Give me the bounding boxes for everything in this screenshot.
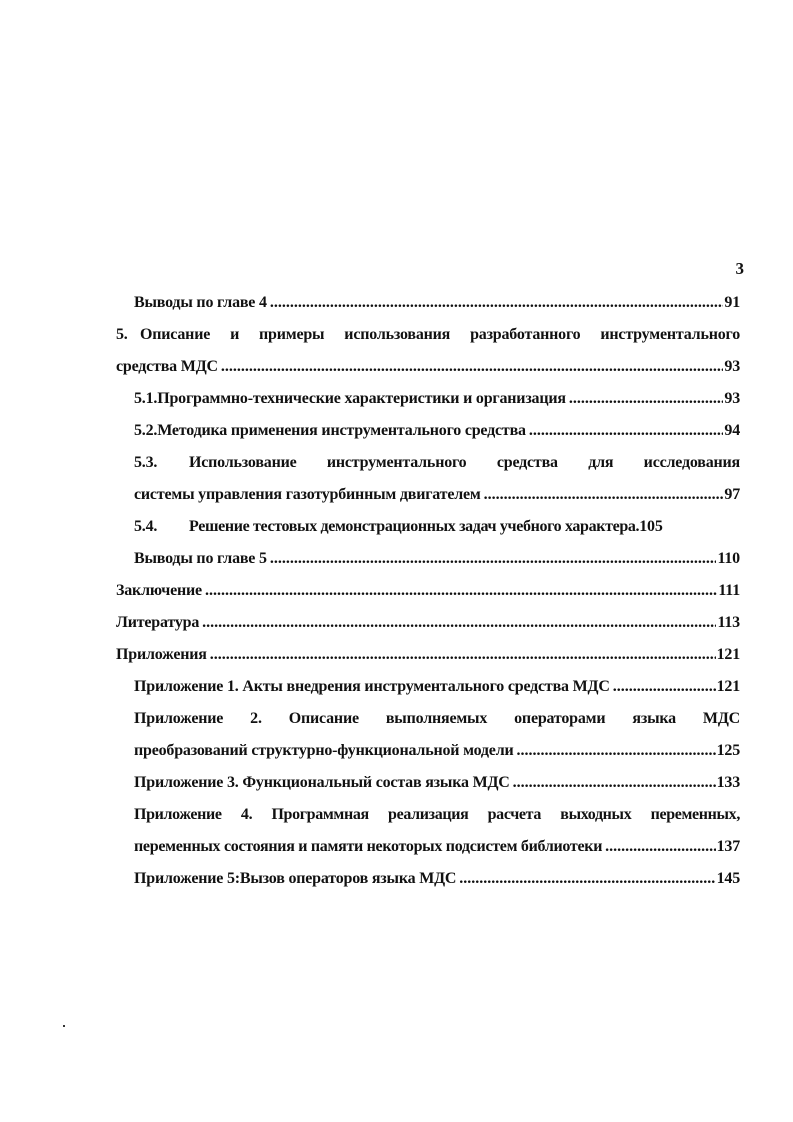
toc-entry-section-5-2 xyxy=(134,420,740,442)
toc-entry-appendix-2-cont xyxy=(134,740,740,762)
dot-leader xyxy=(210,644,716,666)
toc-entry-appendix-2 xyxy=(134,708,740,730)
toc-entry-title: Использование инструментального средства для исследования xyxy=(189,454,740,471)
toc-entry-page: 137 xyxy=(716,838,740,855)
dot-leader xyxy=(205,580,717,602)
toc-entry-page: 91 xyxy=(724,294,740,311)
toc-entry-title: средства МДС xyxy=(116,358,218,375)
scan-speck xyxy=(63,1025,65,1027)
dot-leader xyxy=(270,548,717,570)
toc-entry-label: 5.2. xyxy=(134,422,158,439)
dot-leader xyxy=(459,868,715,890)
toc-entry-page: 121 xyxy=(716,678,740,695)
dot-leader xyxy=(202,612,716,634)
toc-entry-page: 110 xyxy=(717,550,740,567)
toc-entry-page: 111 xyxy=(718,582,740,599)
dot-leader xyxy=(605,836,715,858)
dot-leader xyxy=(513,772,716,794)
toc-entry-page: 113 xyxy=(717,614,740,631)
toc-entry-page: 93 xyxy=(724,358,740,375)
toc-entry-title: Выводы по главе 5 xyxy=(134,550,267,567)
toc-entry-section-5-1 xyxy=(134,388,740,410)
toc-entry-chapter-5-cont xyxy=(116,356,740,378)
toc-entry-label: 5.4. xyxy=(134,518,158,535)
toc-entry-title: Приложения xyxy=(116,646,207,663)
toc-entry-title: Приложение 3. Функциональный состав языка МДС xyxy=(134,774,510,791)
dot-leader xyxy=(270,292,724,314)
dot-leader xyxy=(613,676,716,698)
toc-entry-title: Решение тестовых демонстрационных задач учебного характера. xyxy=(189,518,640,535)
dot-leader xyxy=(529,420,724,442)
toc-entry-conclusion xyxy=(116,580,740,602)
toc-entry-appendices xyxy=(116,644,740,666)
toc-entry-appendix-3 xyxy=(134,772,740,794)
toc-entry-page: 97 xyxy=(724,486,740,503)
toc-entry-page: 93 xyxy=(724,390,740,407)
toc-entry-section-5-3 xyxy=(134,452,740,474)
dot-leader xyxy=(221,356,724,378)
toc-entry-title: Литература xyxy=(116,614,200,631)
toc-entry-title: Приложение 2. Описание выполняемых операторами языка МДС xyxy=(134,710,740,727)
toc-entry-label: 5.3. xyxy=(134,454,158,471)
toc-entry-page: 94 xyxy=(724,422,740,439)
toc-entry-conclusions-ch4 xyxy=(134,292,740,314)
page-number: 3 xyxy=(735,259,744,278)
dot-leader xyxy=(517,740,716,762)
toc-entry-appendix-4-cont xyxy=(134,836,740,858)
toc-entry-appendix-4 xyxy=(134,804,740,826)
toc-entry-label: 5. xyxy=(116,326,128,343)
toc-entry-chapter-5 xyxy=(116,324,740,346)
dot-leader xyxy=(569,388,724,410)
toc-entry-title: Приложение 1. Акты внедрения инструментального средства МДС xyxy=(134,678,610,695)
toc-entry-title: Описание и примеры использования разработанного инструментального xyxy=(140,326,740,343)
toc-entry-section-5-4 xyxy=(134,516,740,538)
toc-entry-conclusions-ch5 xyxy=(134,548,740,570)
toc-entry-page: 125 xyxy=(716,742,740,759)
toc-entry-page: 133 xyxy=(716,774,740,791)
toc-entry-title: Методика применения инструментального средства xyxy=(157,422,526,439)
toc-entry-appendix-5 xyxy=(134,868,740,890)
toc-entry-literature xyxy=(116,612,740,634)
toc-entry-page: 105 xyxy=(639,518,663,535)
toc-entry-title: системы управления газотурбинным двигателем xyxy=(134,486,481,503)
toc-entry-title: преобразований структурно-функциональной модели xyxy=(134,742,514,759)
toc-entry-title: Заключение xyxy=(116,582,202,599)
toc-entry-label: 5.1. xyxy=(134,390,158,407)
toc-entry-section-5-3-cont xyxy=(134,484,740,506)
toc-entry-title: Выводы по главе 4 xyxy=(134,294,267,311)
toc-entry-page: 145 xyxy=(716,870,740,887)
toc-entry-title: Приложение 4. Программная реализация расчета выходных переменных, xyxy=(134,806,740,823)
toc-entry-title: переменных состояния и памяти некоторых подсистем библиотеки xyxy=(134,838,603,855)
toc-entry-appendix-1 xyxy=(134,676,740,698)
dot-leader xyxy=(484,484,724,506)
toc-entry-title: Приложение 5:Вызов операторов языка МДС xyxy=(134,870,457,887)
toc-entry-page: 121 xyxy=(716,646,740,663)
toc-entry-title: Программно-технические характеристики и организация xyxy=(157,390,566,407)
